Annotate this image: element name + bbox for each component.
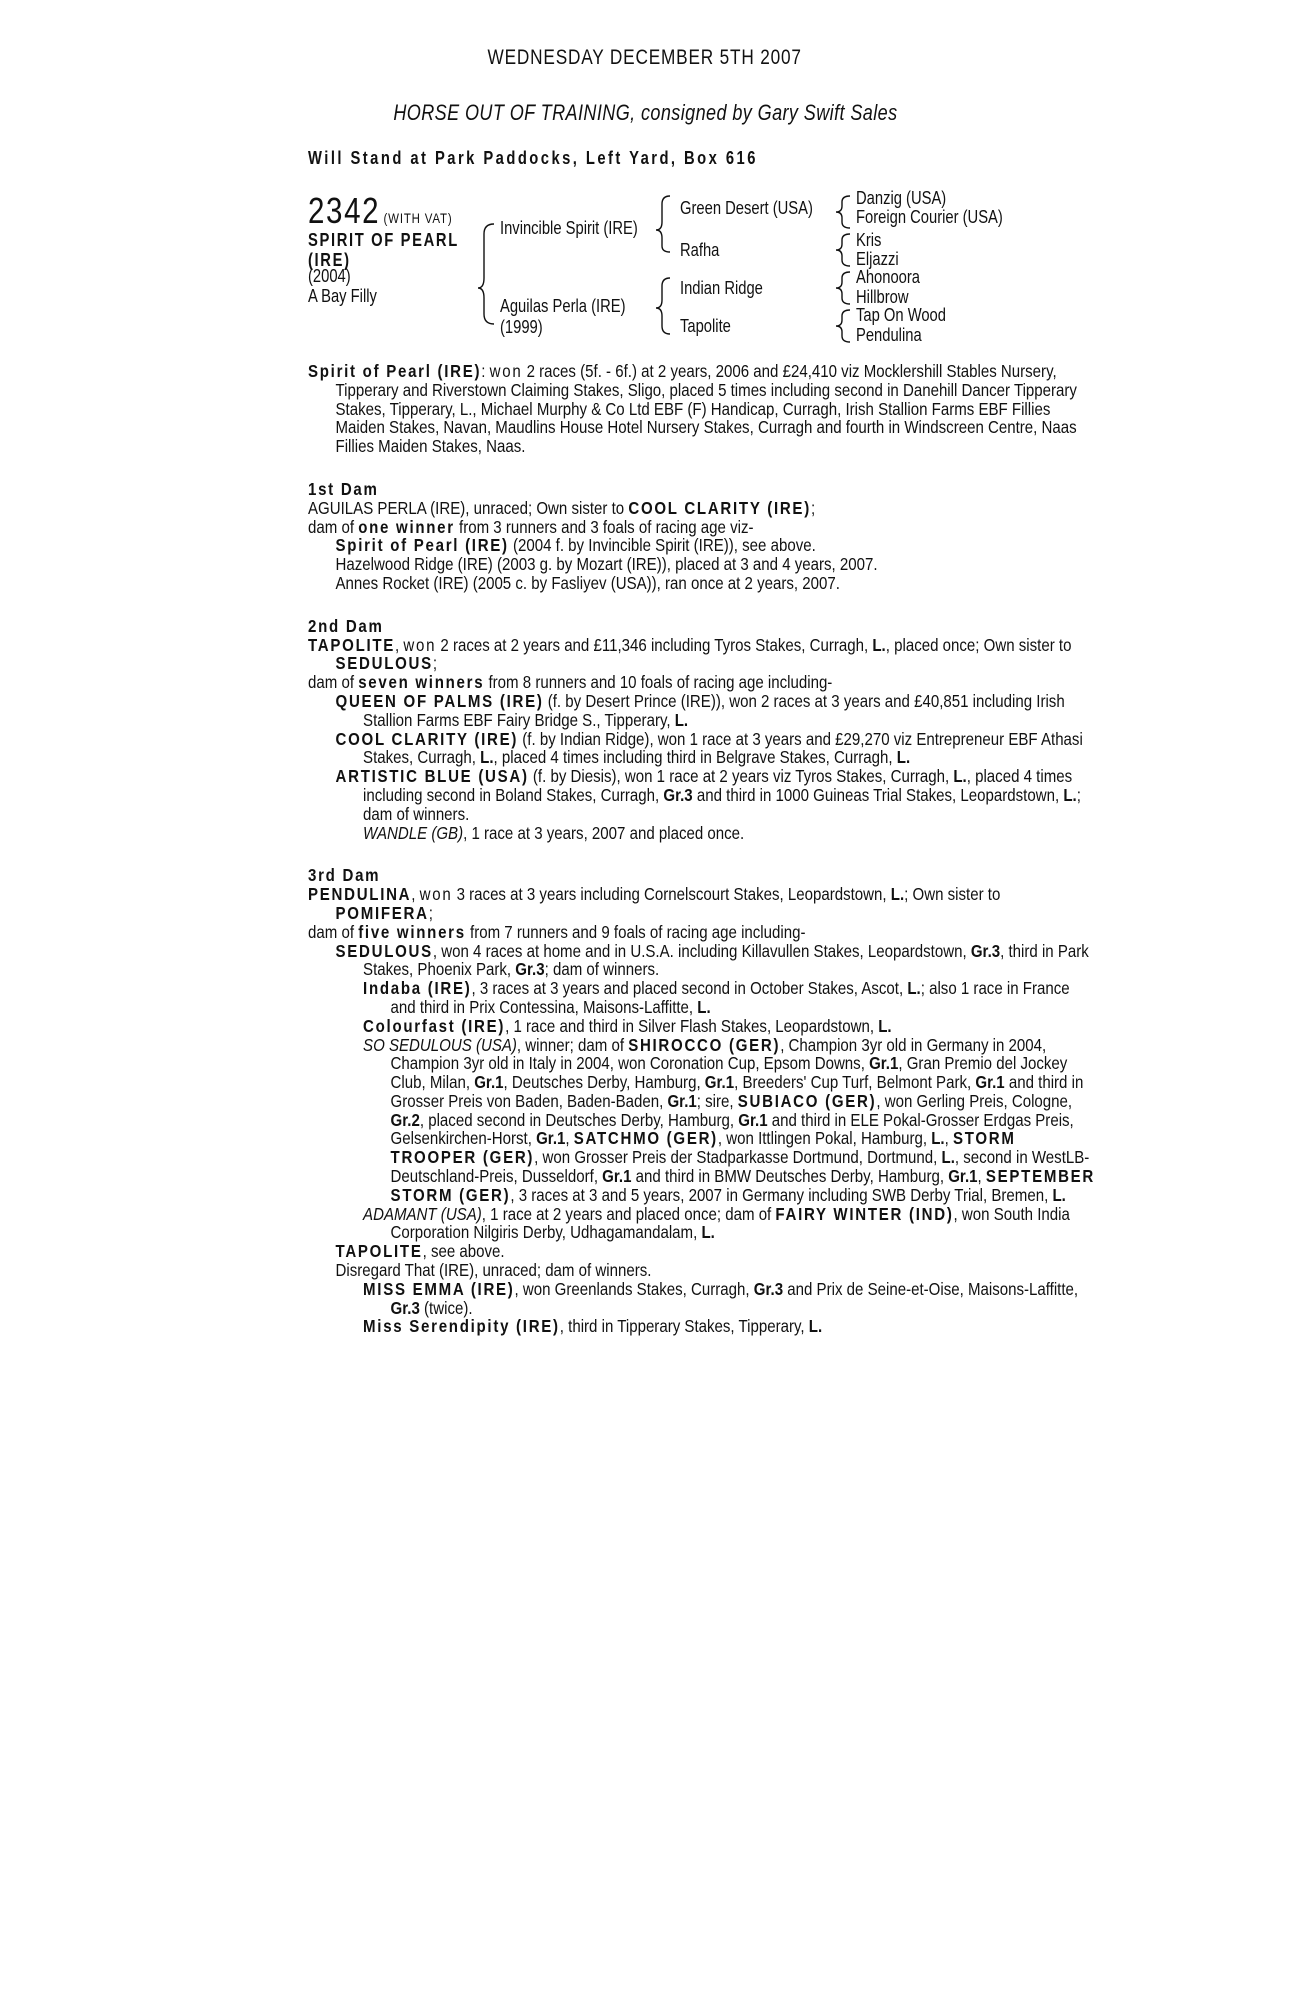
- first-dam-produce: dam of one winner from 3 runners and 3 foals of racing age viz-: [308, 516, 754, 537]
- racing-record: Spirit of Pearl (IRE): won 2 races (5f. - 6f.) at 2 years, 2006 and £24,410 viz Mocklershill Stables Nursery, Tipperary and Riverstown Claiming Stakes, Sligo, placed 5 times including second in Danehill Dancer Tipperary Stakes, Tipperary, L., Michael Murphy & Co Ltd EBF (F) Handicap, Curragh, Irish Stallion Farms EBF Fillies Maiden Stakes, Navan, Maudlins House Hotel Nursery Stakes, Curragh and fourth in Windscreen Centre, Naas Fillies Maiden Stakes, Naas.: [308, 361, 1077, 457]
- produce-item: Hazelwood Ridge (IRE) (2003 g. by Mozart (IRE)), placed at 3 and 4 years, 2007.: [335, 554, 878, 575]
- third-dam-produce: dam of five winners from 7 runners and 9 foals of racing age including-: [308, 921, 806, 942]
- pedigree-dam: Aguilas Perla (IRE) (1999): [500, 296, 626, 337]
- second-dam-line: TAPOLITE, won 2 races at 2 years and £11,346 including Tyros Stakes, Curragh, L., placed once; Own sister to SEDULOUS;: [308, 634, 1072, 674]
- pedigree-dam-dam: Tapolite: [680, 316, 731, 336]
- lot-vat: (WITH VAT): [383, 210, 453, 226]
- first-dam-line: AGUILAS PERLA (IRE), unraced; Own sister to COOL CLARITY (IRE);: [308, 497, 816, 518]
- pedigree-gen3-5: Ahonoora: [856, 267, 921, 287]
- pedigree-gen3-3: Kris: [856, 230, 882, 250]
- produce-item: Indaba (IRE), 3 races at 3 years and placed second in October Stakes, Ascot, L.; also 1 race in France and third in Prix Contessina, Maisons-Laffitte, L.: [363, 978, 1070, 1017]
- pedigree-gen3-2: Foreign Courier (USA): [856, 207, 1003, 227]
- stand-location: Will Stand at Park Paddocks, Left Yard, Box 616: [308, 148, 758, 168]
- produce-item: Miss Serendipity (IRE), third in Tipperary Stakes, Tipperary, L.: [363, 1316, 823, 1337]
- produce-item: ADAMANT (USA), 1 race at 2 years and placed once; dam of FAIRY WINTER (IND), won South India Corporation Nilgiris Derby, Udhagamandalam, L.: [363, 1203, 1070, 1243]
- pedigree-gen3-4: Eljazzi: [856, 249, 899, 269]
- second-dam-produce: dam of seven winners from 8 runners and 10 foals of racing age including-: [308, 672, 833, 693]
- sale-date: WEDNESDAY DECEMBER 5TH 2007: [487, 46, 803, 69]
- consignment-line: HORSE OUT OF TRAINING, consigned by Gary Swift Sales: [392, 100, 898, 125]
- dam-brace: [656, 278, 670, 334]
- produce-item: SO SEDULOUS (USA), winner; dam of SHIROCCO (GER), Champion 3yr old in Germany in 2004, Champion 3yr old in Italy in 2004, won Coronation Cup, Epsom Downs, Gr.1, Gran Premio del Jockey Club, Milan, Gr.1, Deutsches Derby, Hamburg, Gr.1, Breeders' Cup Turf, Belmont Park, Gr.1 and third in Grosser Preis von Baden, Baden-Baden, Gr.1; sire, SUBIACO (GER), won Gerling Preis, Cologne, Gr.2, placed second in Deutsches Derby, Hamburg, Gr.1 and third in ELE Pokal-Grosser Erdgas Preis, Gelsenkirchen-Horst, Gr.1, SATCHMO (GER), won Ittlingen Pokal, Hamburg, L., STORM TROOPER (GER), won Grosser Preis der Stadparkasse Dortmund, Dortmund, L., second in WestLB-Deutschland-Preis, Dusseldorf, Gr.1 and third in BMW Deutsches Derby, Hamburg, Gr.1, SEPTEMBER STORM (GER), 3 races at 3 and 5 years, 2007 in Germany including SWB Derby Trial, Bremen, L.: [363, 1034, 1096, 1205]
- catalogue-body: [308, 362, 1098, 1336]
- pedigree-gen3-1: Danzig (USA): [856, 188, 947, 208]
- lot-number-value: 2342: [308, 190, 381, 231]
- third-dam-heading: 3rd Dam: [308, 865, 381, 886]
- pedigree-sire: Invincible Spirit (IRE): [500, 218, 638, 238]
- produce-item: COOL CLARITY (IRE) (f. by Indian Ridge), won 1 race at 3 years and £29,270 viz Entrepreneur EBF Athasi Stakes, Curragh, L., placed 4 times including third in Belgrave Stakes, Curragh, L.: [335, 728, 1083, 768]
- brace-indian-ridge: [836, 272, 850, 304]
- pedigree-gen3-8: Pendulina: [856, 325, 922, 345]
- main-brace: [478, 224, 494, 324]
- pedigree-gen3-6: Hillbrow: [856, 287, 909, 307]
- pedigree-sire-dam: Rafha: [680, 240, 720, 260]
- brace-rafha: [836, 234, 850, 266]
- horse-description: A Bay Filly: [308, 286, 377, 306]
- produce-item: Disregard That (IRE), unraced; dam of winners.: [335, 1260, 652, 1281]
- pedigree-dam-sire: Indian Ridge: [680, 278, 763, 298]
- produce-item: Spirit of Pearl (IRE) (2004 f. by Invincible Spirit (IRE)), see above.: [335, 535, 816, 556]
- horse-year: (2004): [308, 266, 351, 286]
- produce-item: SEDULOUS, won 4 races at home and in U.S.A. including Killavullen Stakes, Leopardstown, Gr.3, third in Park Stakes, Phoenix Park, Gr.3; dam of winners.: [335, 940, 1089, 980]
- produce-item: ARTISTIC BLUE (USA) (f. by Diesis), won 1 race at 2 years viz Tyros Stakes, Curragh, L., placed 4 times including second in Boland Stakes, Curragh, Gr.3 and third in 1000 Guineas Trial Stakes, Leopardstown, L.; dam of winners.: [335, 766, 1081, 824]
- brace-tapolite: [836, 310, 850, 342]
- produce-item: MISS EMMA (IRE), won Greenlands Stakes, Curragh, Gr.3 and Prix de Seine-et-Oise, Maisons-Laffitte, Gr.3 (twice).: [363, 1278, 1079, 1318]
- produce-item: QUEEN OF PALMS (IRE) (f. by Desert Prince (IRE)), won 2 races at 3 years and £40,851 including Irish Stallion Farms EBF Fairy Bridge S., Tipperary, L.: [335, 690, 1065, 730]
- produce-item: TAPOLITE, see above.: [335, 1241, 505, 1262]
- second-dam-heading: 2nd Dam: [308, 615, 384, 636]
- pedigree-gen3-7: Tap On Wood: [856, 305, 946, 325]
- horse-name: SPIRIT OF PEARL (IRE): [308, 230, 459, 270]
- third-dam-line: PENDULINA, won 3 races at 3 years including Cornelscourt Stakes, Leopardstown, L.; Own sister to POMIFERA;: [308, 884, 1001, 923]
- produce-item: WANDLE (GB), 1 race at 3 years, 2007 and placed once.: [363, 822, 745, 843]
- pedigree-sire-sire: Green Desert (USA): [680, 198, 813, 218]
- produce-item: Annes Rocket (IRE) (2005 c. by Fasliyev (USA)), ran once at 2 years, 2007.: [335, 572, 840, 593]
- first-dam-heading: 1st Dam: [308, 478, 379, 499]
- produce-item: Colourfast (IRE), 1 race and third in Silver Flash Stakes, Leopardstown, L.: [363, 1015, 892, 1036]
